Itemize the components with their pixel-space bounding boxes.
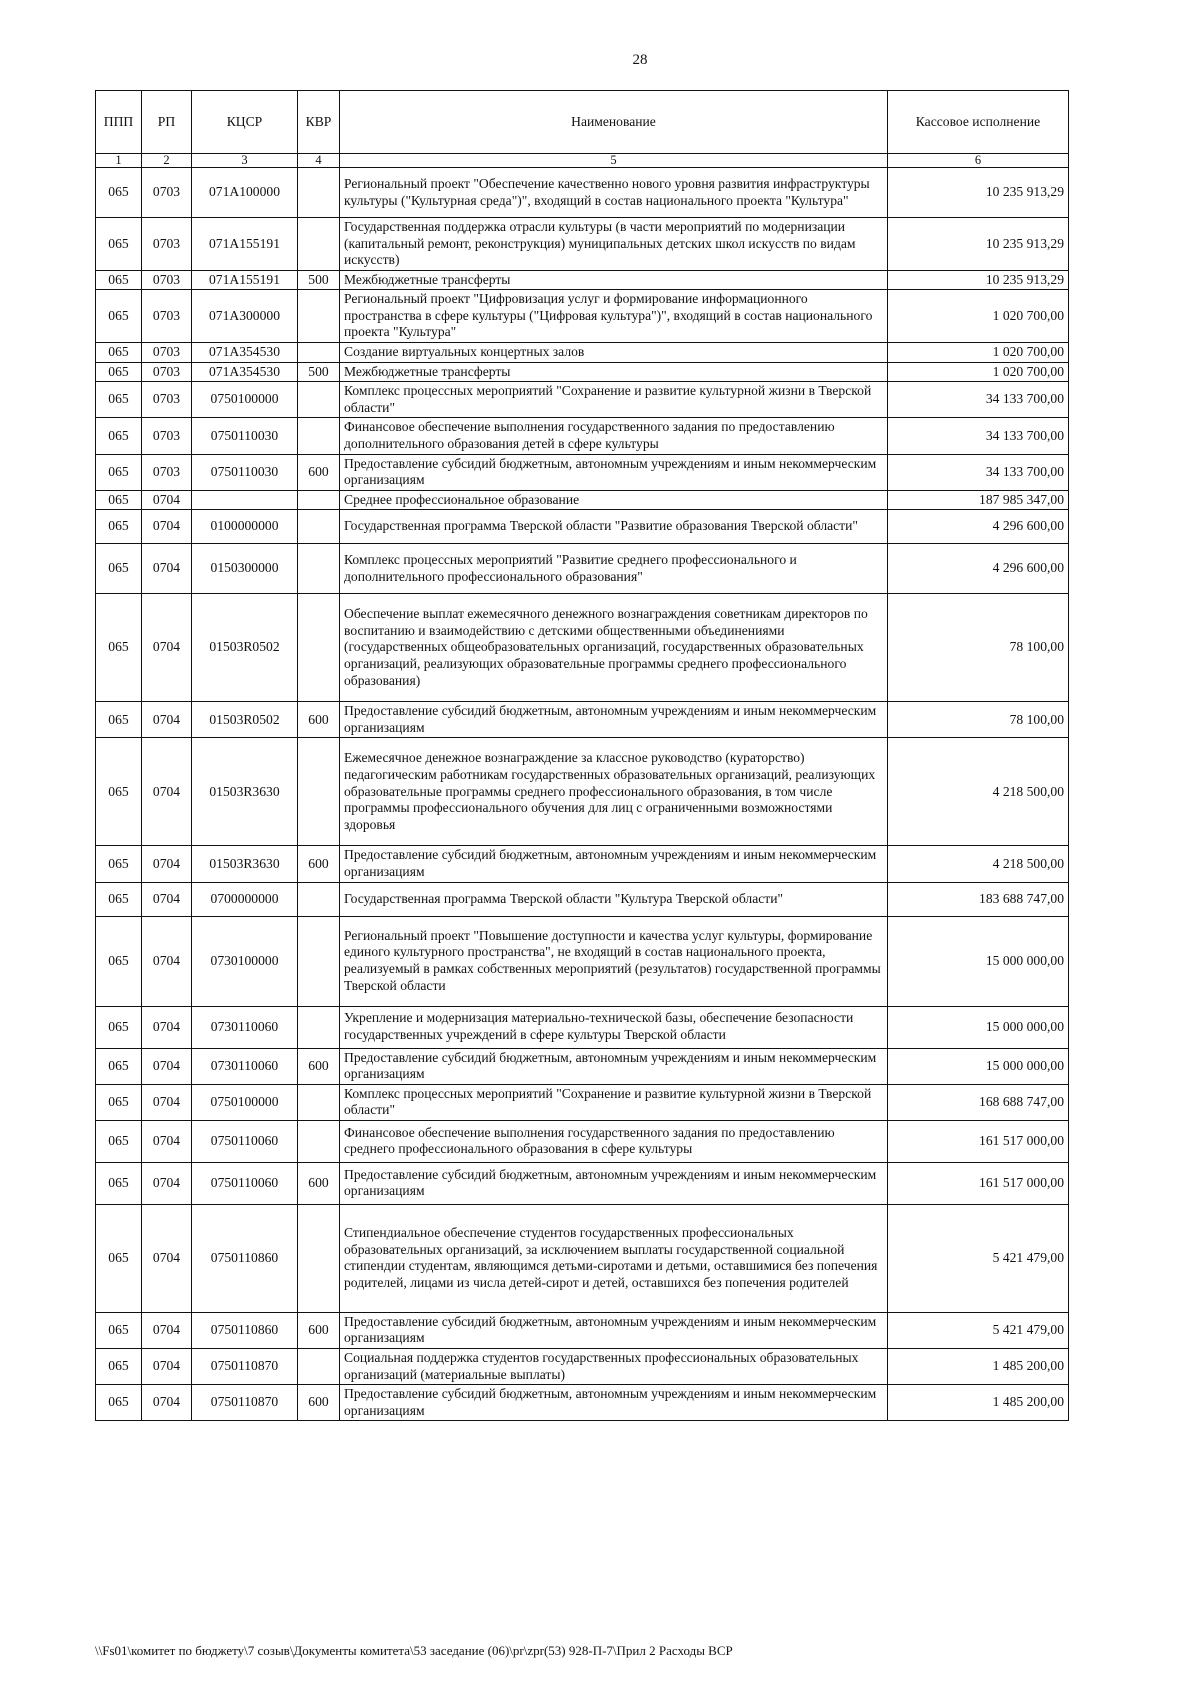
cell-ppp: 065 xyxy=(96,290,142,343)
table-row xyxy=(96,882,1069,916)
table-row xyxy=(96,382,1069,418)
cell-amount: 5 421 479,00 xyxy=(888,1204,1069,1312)
cell-ppp: 065 xyxy=(96,1162,142,1204)
cell-kvr xyxy=(298,594,340,702)
cell-amount: 1 485 200,00 xyxy=(888,1349,1069,1385)
table-row xyxy=(96,218,1069,271)
column-number-row xyxy=(96,154,1069,168)
cell-amount: 15 000 000,00 xyxy=(888,1006,1069,1048)
cell-amount: 4 296 600,00 xyxy=(888,544,1069,594)
cell-rp: 0704 xyxy=(142,1048,192,1084)
cell-name: Предоставление субсидий бюджетным, автономным учреждениям и иным некоммерческим организациям xyxy=(340,702,888,738)
cell-rp: 0704 xyxy=(142,702,192,738)
cell-amount: 78 100,00 xyxy=(888,594,1069,702)
cell-name: Региональный проект "Обеспечение качественно нового уровня развития инфраструктуры культуры ("Культурная среда")", входящий в состав национального проекта "Культура" xyxy=(340,168,888,218)
col-header-kvr: КВР xyxy=(298,91,340,154)
cell-name: Создание виртуальных концертных залов xyxy=(340,343,888,363)
table-row xyxy=(96,738,1069,846)
cell-amount: 10 235 913,29 xyxy=(888,168,1069,218)
cell-kcsr: 071A155191 xyxy=(192,270,298,290)
cell-rp: 0703 xyxy=(142,362,192,382)
cell-kvr: 600 xyxy=(298,1048,340,1084)
cell-rp: 0704 xyxy=(142,544,192,594)
cell-ppp: 065 xyxy=(96,544,142,594)
cell-rp: 0704 xyxy=(142,1349,192,1385)
cell-amount: 187 985 347,00 xyxy=(888,490,1069,510)
cell-rp: 0704 xyxy=(142,1204,192,1312)
cell-rp: 0704 xyxy=(142,490,192,510)
cell-rp: 0704 xyxy=(142,1084,192,1120)
cell-kvr xyxy=(298,1120,340,1162)
cell-kcsr: 01503R3630 xyxy=(192,846,298,882)
cell-ppp: 065 xyxy=(96,916,142,1006)
cell-kcsr: 0150300000 xyxy=(192,544,298,594)
cell-amount: 4 296 600,00 xyxy=(888,510,1069,544)
cell-kvr: 600 xyxy=(298,454,340,490)
cell-ppp: 065 xyxy=(96,738,142,846)
cell-kvr: 600 xyxy=(298,702,340,738)
cell-rp: 0703 xyxy=(142,382,192,418)
cell-kvr xyxy=(298,1349,340,1385)
table-body xyxy=(96,168,1069,1421)
cell-ppp: 065 xyxy=(96,343,142,363)
cell-kvr xyxy=(298,1204,340,1312)
cell-name: Комплекс процессных мероприятий "Сохранение и развитие культурной жизни в Тверской области" xyxy=(340,382,888,418)
cell-kvr: 600 xyxy=(298,1162,340,1204)
cell-kvr xyxy=(298,1084,340,1120)
table-row xyxy=(96,290,1069,343)
cell-rp: 0703 xyxy=(142,270,192,290)
cell-amount: 183 688 747,00 xyxy=(888,882,1069,916)
cell-kcsr: 0750110060 xyxy=(192,1162,298,1204)
table-row xyxy=(96,343,1069,363)
cell-ppp: 065 xyxy=(96,218,142,271)
cell-kvr xyxy=(298,382,340,418)
cell-kvr: 500 xyxy=(298,270,340,290)
table-row xyxy=(96,846,1069,882)
cell-kvr xyxy=(298,544,340,594)
cell-kcsr: 0750110060 xyxy=(192,1120,298,1162)
cell-name: Региональный проект "Повышение доступности и качества услуг культуры, формирование единого культурного пространства", не входящий в состав национального проекта, реализуемый в рамках собственных мероприятий (результатов) государственной программы Тверской области xyxy=(340,916,888,1006)
cell-rp: 0704 xyxy=(142,846,192,882)
cell-rp: 0703 xyxy=(142,218,192,271)
cell-name: Государственная поддержка отрасли культуры (в части мероприятий по модернизации (капитальный ремонт, реконструкция) муниципальных детских школ искусств по видам искусств) xyxy=(340,218,888,271)
cell-rp: 0703 xyxy=(142,290,192,343)
cell-ppp: 065 xyxy=(96,1312,142,1348)
cell-kcsr xyxy=(192,490,298,510)
cell-name: Межбюджетные трансферты xyxy=(340,362,888,382)
col-header-kcsr: КЦСР xyxy=(192,91,298,154)
cell-rp: 0704 xyxy=(142,594,192,702)
table-row xyxy=(96,1204,1069,1312)
cell-kvr xyxy=(298,510,340,544)
cell-rp: 0704 xyxy=(142,1120,192,1162)
col-number: 5 xyxy=(340,154,888,168)
header-row xyxy=(96,91,1069,154)
cell-amount: 15 000 000,00 xyxy=(888,1048,1069,1084)
cell-kcsr: 0750110870 xyxy=(192,1385,298,1421)
cell-amount: 168 688 747,00 xyxy=(888,1084,1069,1120)
file-path-footer: \\Fs01\комитет по бюджету\7 созыв\Документы комитета\53 заседание (06)\pr\zpr(53) 928-П-7\Прил 2 Расходы ВСР xyxy=(95,1643,733,1658)
cell-rp: 0704 xyxy=(142,738,192,846)
cell-name: Предоставление субсидий бюджетным, автономным учреждениям и иным некоммерческим организациям xyxy=(340,1312,888,1348)
cell-kvr xyxy=(298,882,340,916)
cell-kcsr: 01503R0502 xyxy=(192,702,298,738)
cell-name: Комплекс процессных мероприятий "Развитие среднего профессионального и дополнительного профессионального образования" xyxy=(340,544,888,594)
cell-amount: 10 235 913,29 xyxy=(888,218,1069,271)
cell-rp: 0704 xyxy=(142,1162,192,1204)
cell-kvr: 600 xyxy=(298,1385,340,1421)
cell-kvr xyxy=(298,418,340,454)
cell-amount: 5 421 479,00 xyxy=(888,1312,1069,1348)
cell-ppp: 065 xyxy=(96,1084,142,1120)
cell-ppp: 065 xyxy=(96,168,142,218)
table-row xyxy=(96,1349,1069,1385)
cell-ppp: 065 xyxy=(96,1204,142,1312)
cell-name: Укрепление и модернизация материально-технической базы, обеспечение безопасности государственных учреждений в сфере культуры Тверской области xyxy=(340,1006,888,1048)
cell-ppp: 065 xyxy=(96,1120,142,1162)
cell-kcsr: 0730110060 xyxy=(192,1006,298,1048)
cell-name: Социальная поддержка студентов государственных профессиональных образовательных организаций (материальные выплаты) xyxy=(340,1349,888,1385)
cell-amount: 1 020 700,00 xyxy=(888,362,1069,382)
cell-amount: 4 218 500,00 xyxy=(888,738,1069,846)
cell-name: Государственная программа Тверской области "Развитие образования Тверской области" xyxy=(340,510,888,544)
col-header-amount: Кассовое исполнение xyxy=(888,91,1069,154)
table-row xyxy=(96,490,1069,510)
cell-ppp: 065 xyxy=(96,270,142,290)
cell-amount: 34 133 700,00 xyxy=(888,418,1069,454)
col-header-ppp: ППП xyxy=(96,91,142,154)
cell-kvr xyxy=(298,1006,340,1048)
cell-kcsr: 0750110030 xyxy=(192,454,298,490)
cell-kcsr: 0700000000 xyxy=(192,882,298,916)
cell-kcsr: 0750110860 xyxy=(192,1204,298,1312)
cell-name: Финансовое обеспечение выполнения государственного задания по предоставлению среднего профессионального образования в сфере культуры xyxy=(340,1120,888,1162)
expenditure-table xyxy=(95,90,1069,1421)
cell-name: Региональный проект "Цифровизация услуг и формирование информационного пространства в сфере культуры ("Цифровая культура")", входящий в состав национального проекта "Культура" xyxy=(340,290,888,343)
cell-ppp: 065 xyxy=(96,594,142,702)
table-row xyxy=(96,594,1069,702)
cell-name: Предоставление субсидий бюджетным, автономным учреждениям и иным некоммерческим организациям xyxy=(340,454,888,490)
cell-amount: 1 020 700,00 xyxy=(888,343,1069,363)
cell-amount: 34 133 700,00 xyxy=(888,382,1069,418)
cell-kcsr: 071A354530 xyxy=(192,343,298,363)
cell-kvr xyxy=(298,343,340,363)
cell-kcsr: 071A100000 xyxy=(192,168,298,218)
cell-name: Предоставление субсидий бюджетным, автономным учреждениям и иным некоммерческим организациям xyxy=(340,846,888,882)
cell-name: Государственная программа Тверской области "Культура Тверской области" xyxy=(340,882,888,916)
cell-rp: 0703 xyxy=(142,418,192,454)
cell-name: Финансовое обеспечение выполнения государственного задания по предоставлению дополнительного образования детей в сфере культуры xyxy=(340,418,888,454)
cell-kvr xyxy=(298,168,340,218)
cell-kcsr: 0750100000 xyxy=(192,382,298,418)
cell-name: Комплекс процессных мероприятий "Сохранение и развитие культурной жизни в Тверской области" xyxy=(340,1084,888,1120)
cell-ppp: 065 xyxy=(96,1385,142,1421)
cell-name: Предоставление субсидий бюджетным, автономным учреждениям и иным некоммерческим организациям xyxy=(340,1385,888,1421)
cell-ppp: 065 xyxy=(96,418,142,454)
cell-ppp: 065 xyxy=(96,882,142,916)
cell-kvr: 600 xyxy=(298,1312,340,1348)
cell-kvr xyxy=(298,490,340,510)
cell-rp: 0704 xyxy=(142,916,192,1006)
cell-ppp: 065 xyxy=(96,1006,142,1048)
table-row xyxy=(96,362,1069,382)
col-header-name: Наименование xyxy=(340,91,888,154)
cell-kcsr: 0730100000 xyxy=(192,916,298,1006)
cell-kcsr: 01503R0502 xyxy=(192,594,298,702)
cell-rp: 0704 xyxy=(142,882,192,916)
cell-kcsr: 0750100000 xyxy=(192,1084,298,1120)
cell-rp: 0703 xyxy=(142,343,192,363)
table-row xyxy=(96,418,1069,454)
cell-amount: 1 020 700,00 xyxy=(888,290,1069,343)
table-row xyxy=(96,1006,1069,1048)
cell-kcsr: 071A155191 xyxy=(192,218,298,271)
table-row xyxy=(96,454,1069,490)
table-row xyxy=(96,916,1069,1006)
cell-kvr xyxy=(298,916,340,1006)
cell-kcsr: 0730110060 xyxy=(192,1048,298,1084)
cell-ppp: 065 xyxy=(96,702,142,738)
cell-amount: 4 218 500,00 xyxy=(888,846,1069,882)
cell-kcsr: 071A354530 xyxy=(192,362,298,382)
cell-ppp: 065 xyxy=(96,510,142,544)
col-number: 2 xyxy=(142,154,192,168)
cell-kcsr: 0750110030 xyxy=(192,418,298,454)
cell-kcsr: 0750110870 xyxy=(192,1349,298,1385)
cell-amount: 1 485 200,00 xyxy=(888,1385,1069,1421)
cell-name: Предоставление субсидий бюджетным, автономным учреждениям и иным некоммерческим организациям xyxy=(340,1048,888,1084)
col-number: 6 xyxy=(888,154,1069,168)
cell-rp: 0704 xyxy=(142,510,192,544)
table-row xyxy=(96,1084,1069,1120)
cell-kvr xyxy=(298,738,340,846)
table-row xyxy=(96,510,1069,544)
col-number: 3 xyxy=(192,154,298,168)
cell-name: Обеспечение выплат ежемесячного денежного вознаграждения советникам директоров по воспитанию и взаимодействию с детскими общественными объединениями (государственных общеобразовательных организаций, государственных образовательных организаций, реализующих образовательные программы среднего профессионального образования) xyxy=(340,594,888,702)
cell-name: Ежемесячное денежное вознаграждение за классное руководство (кураторство) педагогическим работникам государственных образовательных организаций, реализующих образовательные программы среднего профессионального образования, в том числе программы профессионального обучения для лиц с ограниченными возможностями здоровья xyxy=(340,738,888,846)
cell-amount: 78 100,00 xyxy=(888,702,1069,738)
cell-kcsr: 0750110860 xyxy=(192,1312,298,1348)
cell-ppp: 065 xyxy=(96,362,142,382)
col-number: 4 xyxy=(298,154,340,168)
cell-kvr: 500 xyxy=(298,362,340,382)
cell-rp: 0704 xyxy=(142,1312,192,1348)
cell-ppp: 065 xyxy=(96,1349,142,1385)
cell-rp: 0704 xyxy=(142,1385,192,1421)
col-header-rp: РП xyxy=(142,91,192,154)
cell-amount: 161 517 000,00 xyxy=(888,1120,1069,1162)
cell-rp: 0704 xyxy=(142,1006,192,1048)
table-row xyxy=(96,270,1069,290)
cell-rp: 0703 xyxy=(142,168,192,218)
cell-ppp: 065 xyxy=(96,846,142,882)
col-number: 1 xyxy=(96,154,142,168)
cell-kvr: 600 xyxy=(298,846,340,882)
table-row xyxy=(96,1385,1069,1421)
table-row xyxy=(96,1048,1069,1084)
cell-name: Межбюджетные трансферты xyxy=(340,270,888,290)
cell-kcsr: 0100000000 xyxy=(192,510,298,544)
cell-ppp: 065 xyxy=(96,1048,142,1084)
table-row xyxy=(96,544,1069,594)
cell-name: Стипендиальное обеспечение студентов государственных профессиональных образовательных организаций, за исключением выплаты государственной социальной стипендии студентам, являющимся детьми-сиротами и детьми, оставшимися без попечения родителей, лицами из числа детей-сирот и детей, оставшихся без попечения родителей xyxy=(340,1204,888,1312)
cell-rp: 0703 xyxy=(142,454,192,490)
cell-kvr xyxy=(298,218,340,271)
page-number: 28 xyxy=(632,52,648,68)
cell-amount: 15 000 000,00 xyxy=(888,916,1069,1006)
table-row xyxy=(96,168,1069,218)
cell-ppp: 065 xyxy=(96,454,142,490)
cell-ppp: 065 xyxy=(96,490,142,510)
cell-amount: 161 517 000,00 xyxy=(888,1162,1069,1204)
cell-ppp: 065 xyxy=(96,382,142,418)
cell-kvr xyxy=(298,290,340,343)
table-row xyxy=(96,1312,1069,1348)
cell-kcsr: 01503R3630 xyxy=(192,738,298,846)
table-row xyxy=(96,702,1069,738)
table-row xyxy=(96,1120,1069,1162)
cell-amount: 34 133 700,00 xyxy=(888,454,1069,490)
cell-name: Среднее профессиональное образование xyxy=(340,490,888,510)
table-row xyxy=(96,1162,1069,1204)
cell-kcsr: 071A300000 xyxy=(192,290,298,343)
cell-name: Предоставление субсидий бюджетным, автономным учреждениям и иным некоммерческим организациям xyxy=(340,1162,888,1204)
cell-amount: 10 235 913,29 xyxy=(888,270,1069,290)
